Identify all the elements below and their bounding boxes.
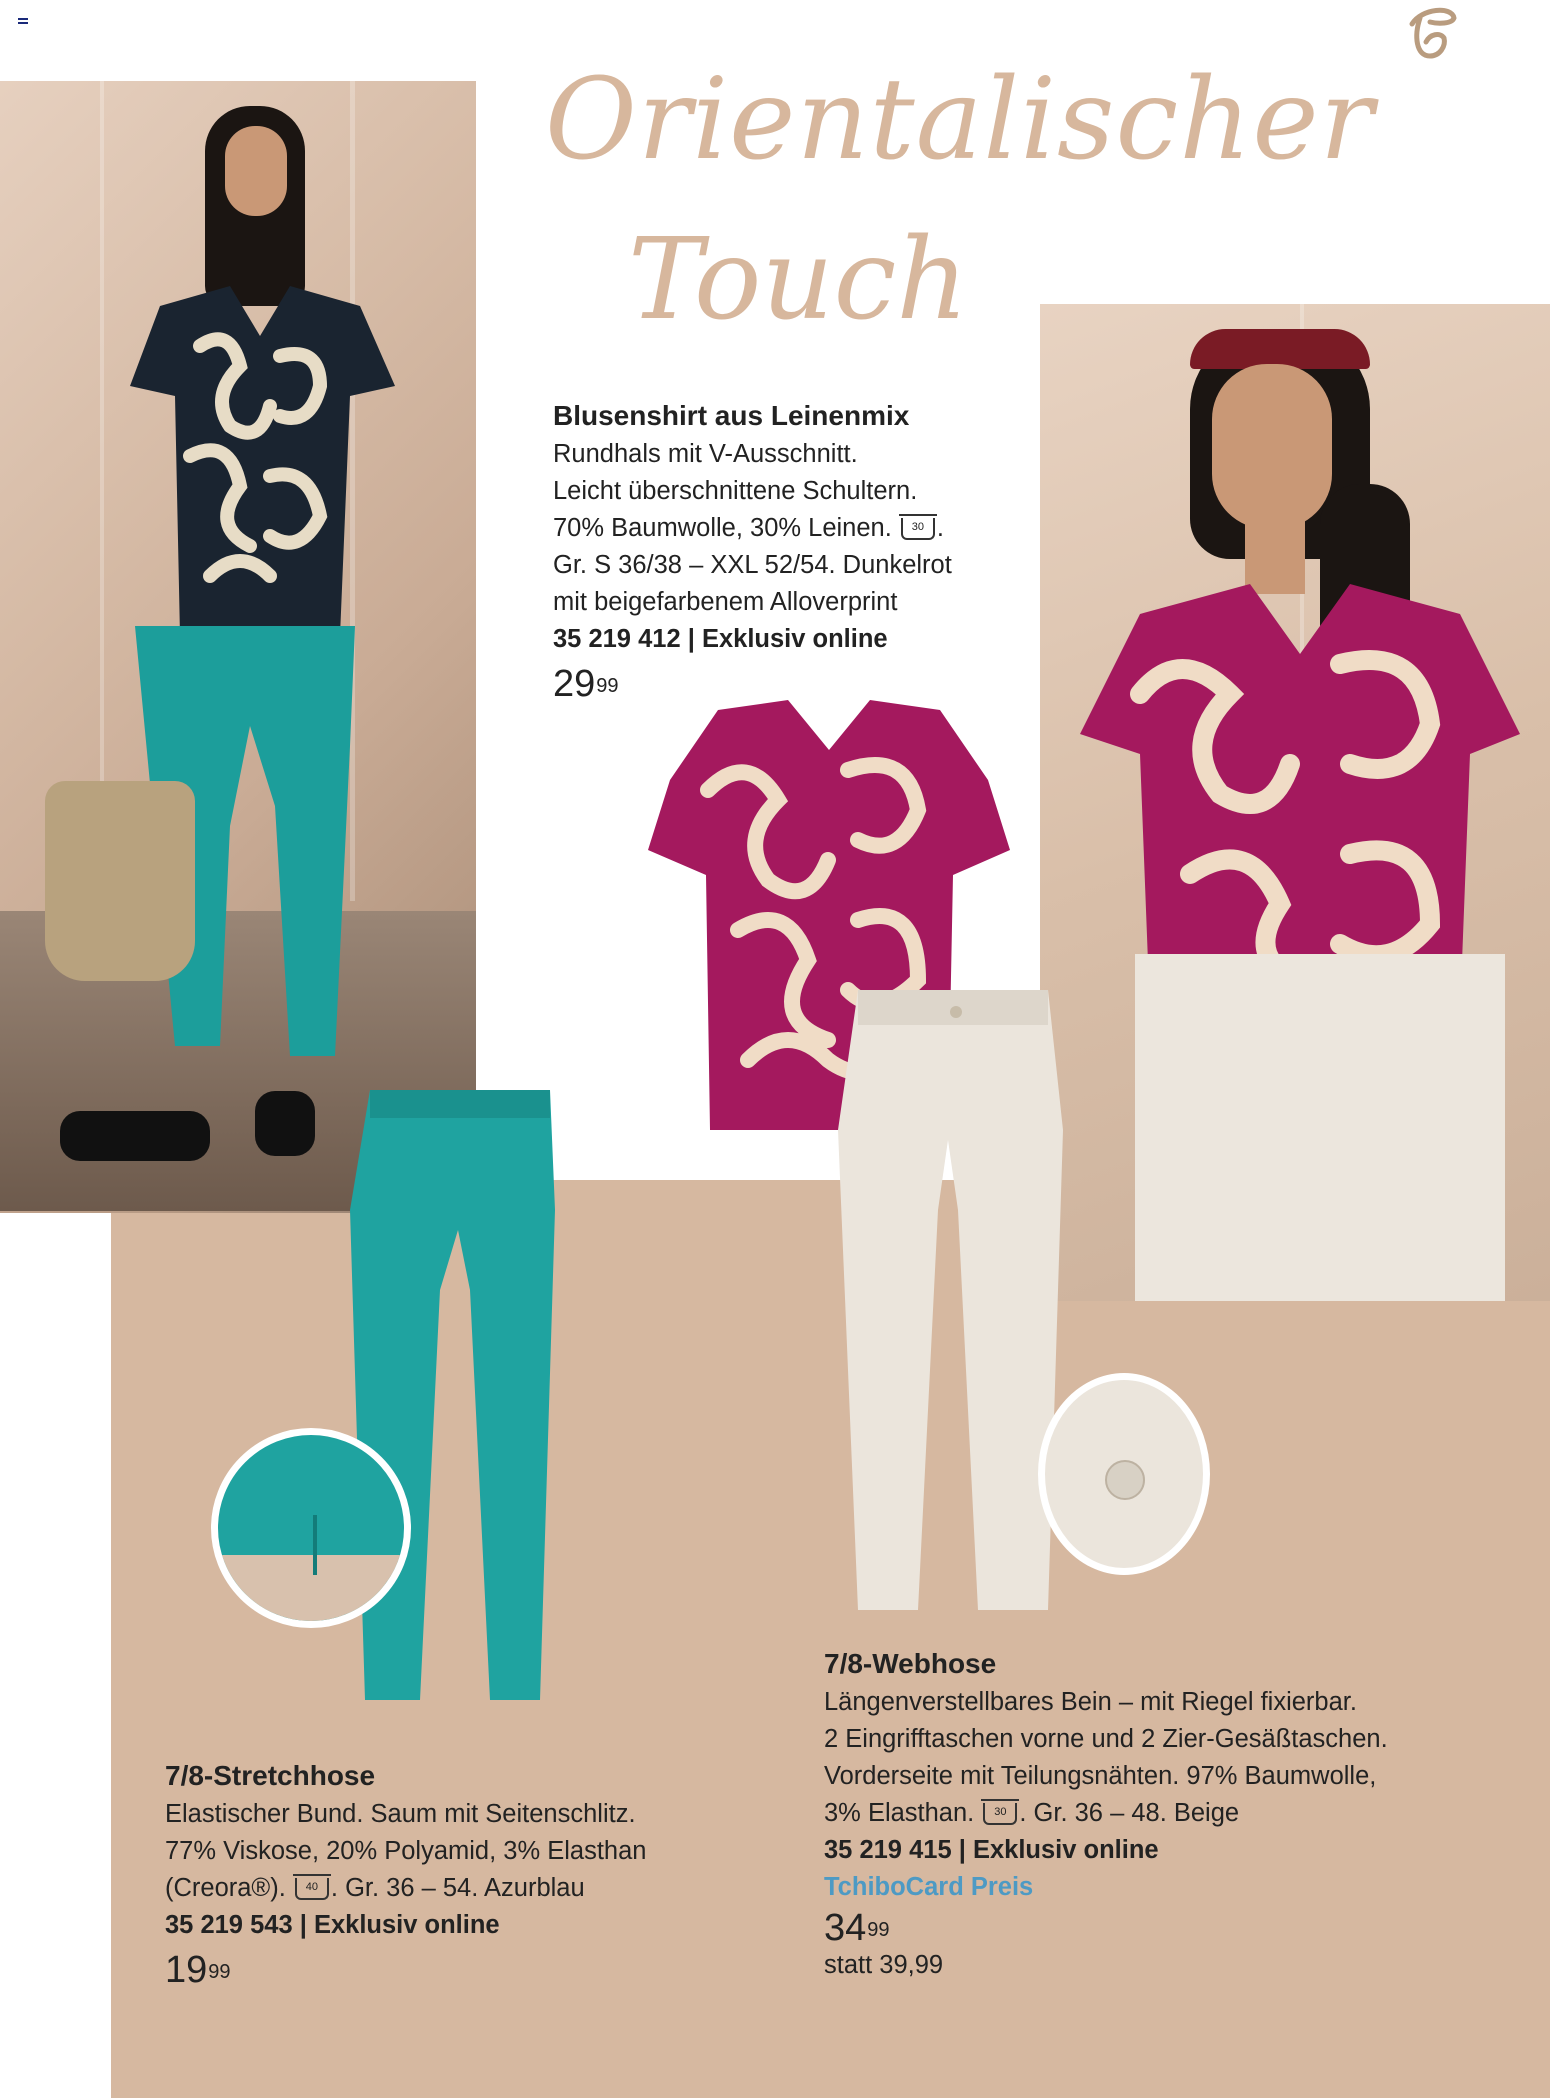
product-webhose-material: 3% Elasthan.	[824, 1799, 975, 1827]
price-cents: 99	[208, 1961, 231, 1983]
price-cents: 99	[596, 675, 619, 697]
product-stretchhose-sku-line	[165, 1907, 725, 1944]
product-blouse-material-end: .	[936, 514, 944, 542]
product-stretchhose-desc-1: Elastischer Bund. Saum mit Seitenschlitz.	[165, 1800, 636, 1828]
product-webhose-availability: Exklusiv online	[972, 1836, 1159, 1864]
product-stretchhose-desc-2: 77% Viskose, 20% Polyamid, 3% Elasthan	[165, 1837, 647, 1865]
product-stretchhose-size-color: . Gr. 36 – 54. Azurblau	[330, 1874, 585, 1902]
price-main: 19	[165, 1949, 208, 1991]
product-blouse-desc-3	[553, 510, 1013, 547]
product-webhose-info	[824, 1644, 1464, 1984]
price-cents: 99	[867, 1919, 890, 1941]
product-blouse-desc-2: Leicht überschnittene Schultern.	[553, 477, 918, 505]
product-webhose-price	[824, 1907, 1464, 1949]
product-stretchhose-desc-3	[165, 1870, 725, 1907]
product-blouse-separator: |	[687, 625, 695, 653]
headline-line-1: Orientalischer	[545, 55, 1375, 185]
tchibo-bean-logo-icon	[1400, 2, 1460, 62]
detail-circle-webhose-button	[1038, 1373, 1210, 1575]
product-webhose-desc-1: Längenverstellbares Bein – mit Riegel fixierbar.	[824, 1688, 1357, 1716]
product-blouse-desc-1: Rundhals mit V-Ausschnitt.	[553, 440, 858, 468]
product-blouse-sku-line	[553, 621, 1013, 658]
price-main: 34	[824, 1907, 867, 1949]
price-main: 29	[553, 663, 596, 705]
product-webhose-desc-2: 2 Eingrifftaschen vorne und 2 Zier-Gesäßtaschen.	[824, 1725, 1388, 1753]
product-webhose-separator: |	[958, 1836, 966, 1864]
product-stretchhose-availability: Exklusiv online	[313, 1911, 500, 1939]
product-blouse-name: Blusenshirt aus Leinenmix	[553, 400, 910, 431]
product-webhose-old-price: statt 39,99	[824, 1951, 944, 1979]
detail-circle-stretchhose-slit	[211, 1428, 411, 1628]
product-stretchhose-sku: 35 219 543	[165, 1911, 293, 1939]
model-photo-stretchhose	[0, 81, 476, 1213]
product-blouse-desc-4: Gr. S 36/38 – XXL 52/54. Dunkelrot	[553, 551, 952, 579]
product-webhose-sku-line	[824, 1832, 1464, 1869]
product-photo-webhose[interactable]	[838, 990, 1068, 1610]
wash-30-icon: 30	[983, 1803, 1017, 1825]
product-stretchhose-info	[165, 1756, 725, 1989]
product-webhose-desc-3: Vorderseite mit Teilungsnähten. 97% Baumwolle,	[824, 1762, 1377, 1790]
product-blouse-desc-5: mit beigefarbenem Alloverprint	[553, 588, 898, 616]
tchibocard-price-link[interactable]: TchiboCard Preis	[824, 1873, 1034, 1901]
wash-30-icon: 30	[901, 518, 935, 540]
product-blouse-info	[553, 396, 1013, 703]
product-blouse-material: 70% Baumwolle, 30% Leinen.	[553, 514, 892, 542]
product-blouse-availability: Exklusiv online	[701, 625, 888, 653]
product-stretchhose-separator: |	[299, 1911, 307, 1939]
product-stretchhose-name: 7/8-Stretchhose	[165, 1760, 376, 1791]
product-webhose-desc-4	[824, 1795, 1464, 1832]
menu-mark-icon	[18, 18, 28, 26]
wash-40-icon: 40	[295, 1878, 329, 1900]
headline-line-2: Touch	[628, 215, 969, 345]
product-webhose-size-color: . Gr. 36 – 48. Beige	[1019, 1799, 1240, 1827]
product-webhose-name: 7/8-Webhose	[824, 1648, 997, 1679]
product-blouse-sku: 35 219 412	[553, 625, 681, 653]
product-webhose-sku: 35 219 415	[824, 1836, 952, 1864]
model-photo-blouse	[1040, 304, 1550, 1301]
product-stretchhose-price	[165, 1949, 725, 1991]
product-stretchhose-creora: (Creora®).	[165, 1874, 286, 1902]
product-blouse-price	[553, 663, 1013, 705]
